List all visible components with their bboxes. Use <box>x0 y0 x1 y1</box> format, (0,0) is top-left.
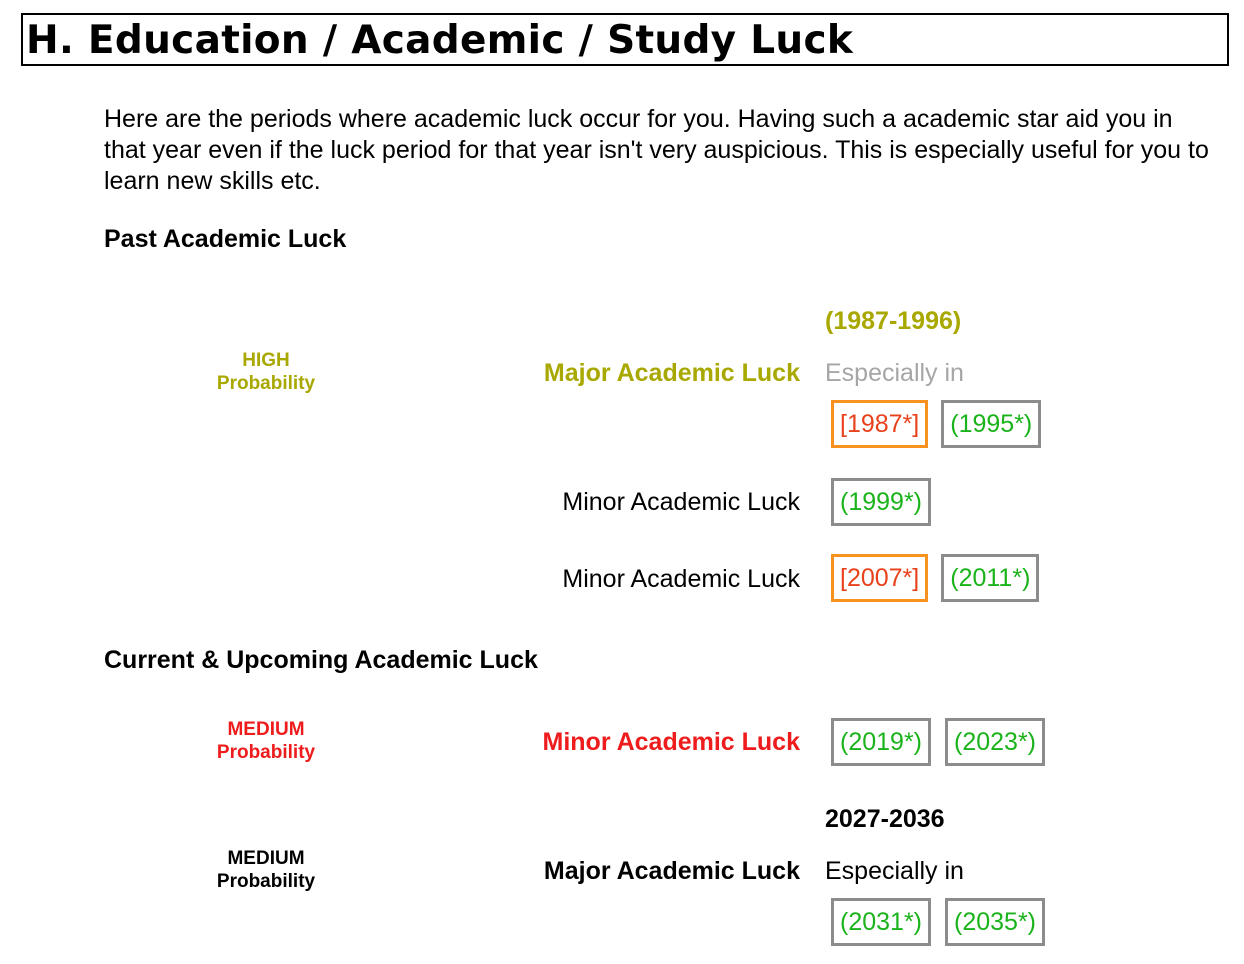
year-box-1995: (1995*) <box>941 400 1041 448</box>
year-box-1987: [1987*] <box>831 400 928 448</box>
probability-level: MEDIUM <box>227 848 305 869</box>
probability-word: Probability <box>216 871 316 892</box>
year-box-2011: (2011*) <box>941 554 1039 602</box>
upcoming-major-label: Major Academic Luck <box>543 857 800 885</box>
year-box-2035: (2035*) <box>945 898 1045 946</box>
upcoming-major-probability <box>180 847 352 893</box>
probability-word: Probability <box>216 373 316 394</box>
section-title: H. Education / Academic / Study Luck <box>26 18 854 63</box>
probability-level: MEDIUM <box>227 719 305 740</box>
past-minor-years-1 <box>831 478 931 526</box>
upcoming-major-years <box>831 898 1045 946</box>
upcoming-minor-label: Minor Academic Luck <box>542 728 800 756</box>
upcoming-major-especially: Especially in <box>825 857 964 885</box>
past-luck-heading: Past Academic Luck <box>104 225 347 253</box>
year-box-1999: (1999*) <box>831 478 931 526</box>
probability-level: HIGH <box>242 350 290 371</box>
past-minor-years-2 <box>831 554 1039 602</box>
upcoming-minor-probability <box>180 718 352 764</box>
past-major-probability <box>180 349 352 395</box>
past-major-especially: Especially in <box>825 359 964 387</box>
year-box-2019: (2019*) <box>831 718 931 766</box>
past-minor-label-1: Minor Academic Luck <box>562 488 800 516</box>
upcoming-luck-heading: Current & Upcoming Academic Luck <box>104 646 538 674</box>
probability-word: Probability <box>216 742 316 763</box>
past-major-label: Major Academic Luck <box>543 359 800 387</box>
year-box-2031: (2031*) <box>831 898 931 946</box>
year-box-2007: [2007*] <box>831 554 928 602</box>
upcoming-major-period: 2027-2036 <box>825 805 945 833</box>
past-major-period: (1987-1996) <box>825 307 962 335</box>
year-box-2023: (2023*) <box>945 718 1045 766</box>
past-minor-label-2: Minor Academic Luck <box>562 565 800 593</box>
upcoming-minor-years <box>831 718 1045 766</box>
intro-paragraph: Here are the periods where academic luck occur for you. Having such a academic star aid you in that year even if the luck period for that year isn't very auspicious. This is especially useful for you to learn new skills etc. <box>104 105 1209 195</box>
past-major-years <box>831 400 1041 448</box>
section-title-box <box>21 13 1229 66</box>
